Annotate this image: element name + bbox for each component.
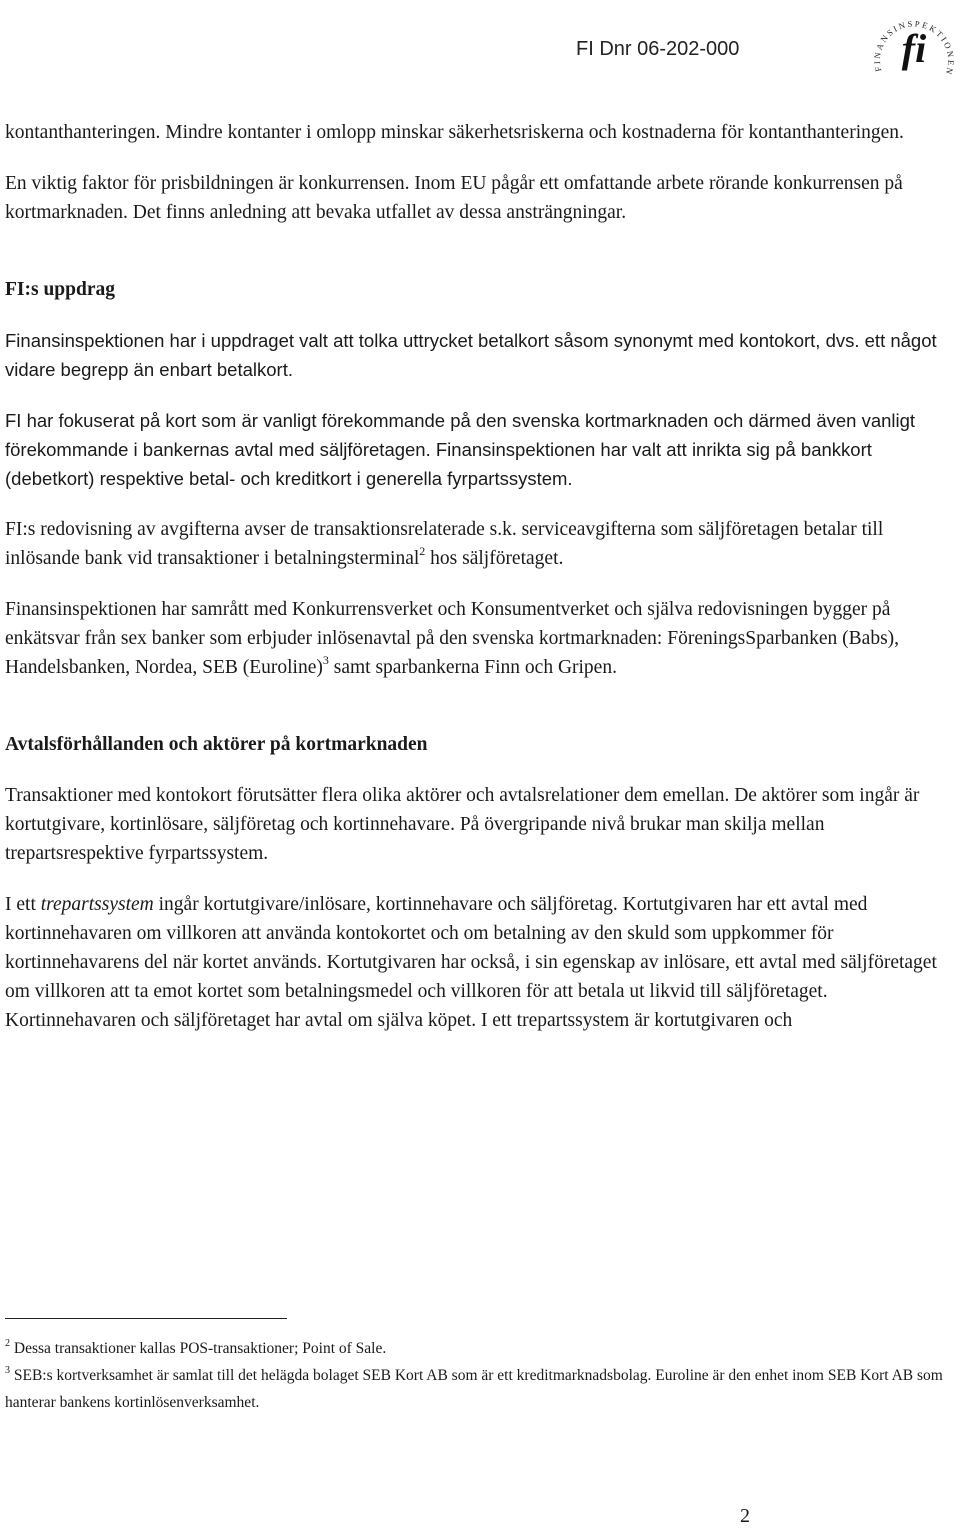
footnote-text-3: SEB:s kortverksamhet är samlat till det helägda bolaget SEB Kort AB som är ett kreditmarknadsbolag. Euroline är den enhet inom SEB Kort AB som hanterar bankens kortinlösenverksamhet. [5,1367,943,1411]
term-trepartssystem: trepartssystem [40,894,154,915]
document-body [5,118,955,1035]
text-samrad-a: Finansinspektionen har samrått med Konkurrensverket och Konsumentverket och själva redovisningen bygger på enkätsvar från sex banker som erbjuder inlösenavtal på den svenska kortmarknaden: FöreningsSparbanken (Babs), Handelsbanken, Nordea, SEB (Euroline) [5,599,900,678]
footnote-ref-3: 3 [322,653,329,667]
footnote-number-3: 3 [5,1365,10,1376]
footnotes [5,1335,955,1416]
finansinspektionen-logo [870,2,958,90]
paragraph-transaktioner: Transaktioner med kontokort förutsätter flera olika aktörer och avtalsrelationer dem emellan. De aktörer som ingår är kortutgivare, kortinlösare, säljföretag och kortinnehavare. På övergripande nivå brukar man skilja mellan trepartsrespektive fyrpartssystem. [5,785,920,864]
text-trepart-b: ingår kortutgivare/inlösare, kortinnehavare och säljföretag. Kortutgivaren har ett avtal med kortinnehavaren om villkoren att använda kontokortet och om betalning av den skuld som uppkommer för kortinnehavarens del när kortet används. Kortutgivaren har också, i sin egenskap av inlösare, ett avtal med säljföretaget om villkoren att ta emot kortet som betalningsmedel och villkoren för att betala ut likvid till säljföretaget. Kortinnehavaren och säljföretaget har avtal om själva köpet. I ett trepartssystem är kortutgivaren och [5,894,937,1031]
paragraph-kontanthantering: kontanthanteringen. Mindre kontanter i omlopp minskar säkerhetsriskerna och kostnaderna för kontanthanteringen. [5,122,904,143]
footnote-2 [5,1335,955,1362]
paragraph-samrad [5,595,955,682]
paragraph-trepartssystem [5,890,955,1035]
svg-text:FINANSINSPEKTIONEN: FINANSINSPEKTIONEN [871,18,957,78]
paragraph-uppdrag: Finansinspektionen har i uppdraget valt att tolka uttrycket betalkort såsom synonymt med kontokort, dvs. ett något vidare begrepp än enbart betalkort. [5,330,937,380]
paragraph-redovisning [5,515,955,573]
heading-avtalsforhallanden: Avtalsförhållanden och aktörer på kortmarknaden [5,734,428,755]
footnote-ref-2: 2 [419,544,426,558]
text-redovisning-a: FI:s redovisning av avgifterna avser de transaktionsrelaterade s.k. serviceavgifterna som säljföretagen betalar till inlösande bank vid transaktioner i betalningsterminal [5,519,884,569]
footnote-number-2: 2 [5,1338,10,1349]
footnote-3 [5,1362,955,1416]
footnote-separator [5,1318,287,1319]
text-redovisning-b: hos säljföretaget. [425,548,564,569]
text-samrad-b: samt sparbankerna Finn och Gripen. [328,657,617,678]
footnote-text-2: Dessa transaktioner kallas POS-transaktioner; Point of Sale. [10,1340,387,1357]
svg-text:fi: fi [901,26,927,71]
heading-fi-uppdrag: FI:s uppdrag [5,279,115,300]
text-trepart-a: I ett [5,894,41,915]
paragraph-prisbildning: En viktig faktor för prisbildningen är konkurrensen. Inom EU pågår ett omfattande arbete rörande konkurrensen på kortmarknaden. Det finns anledning att bevaka utfallet av dessa ansträngningar. [5,173,903,223]
document-number: FI Dnr 06-202-000 [576,38,740,60]
paragraph-fokus: FI har fokuserat på kort som är vanligt förekommande på den svenska kortmarknaden och därmed även vanligt förekommande i bankernas avtal med säljföretagen. Finansinspektionen har valt att inrikta sig på bankkort (debetkort) respektive betal- och kreditkort i generella fyrpartssystem. [5,410,916,489]
page-number: 2 [740,1505,750,1527]
